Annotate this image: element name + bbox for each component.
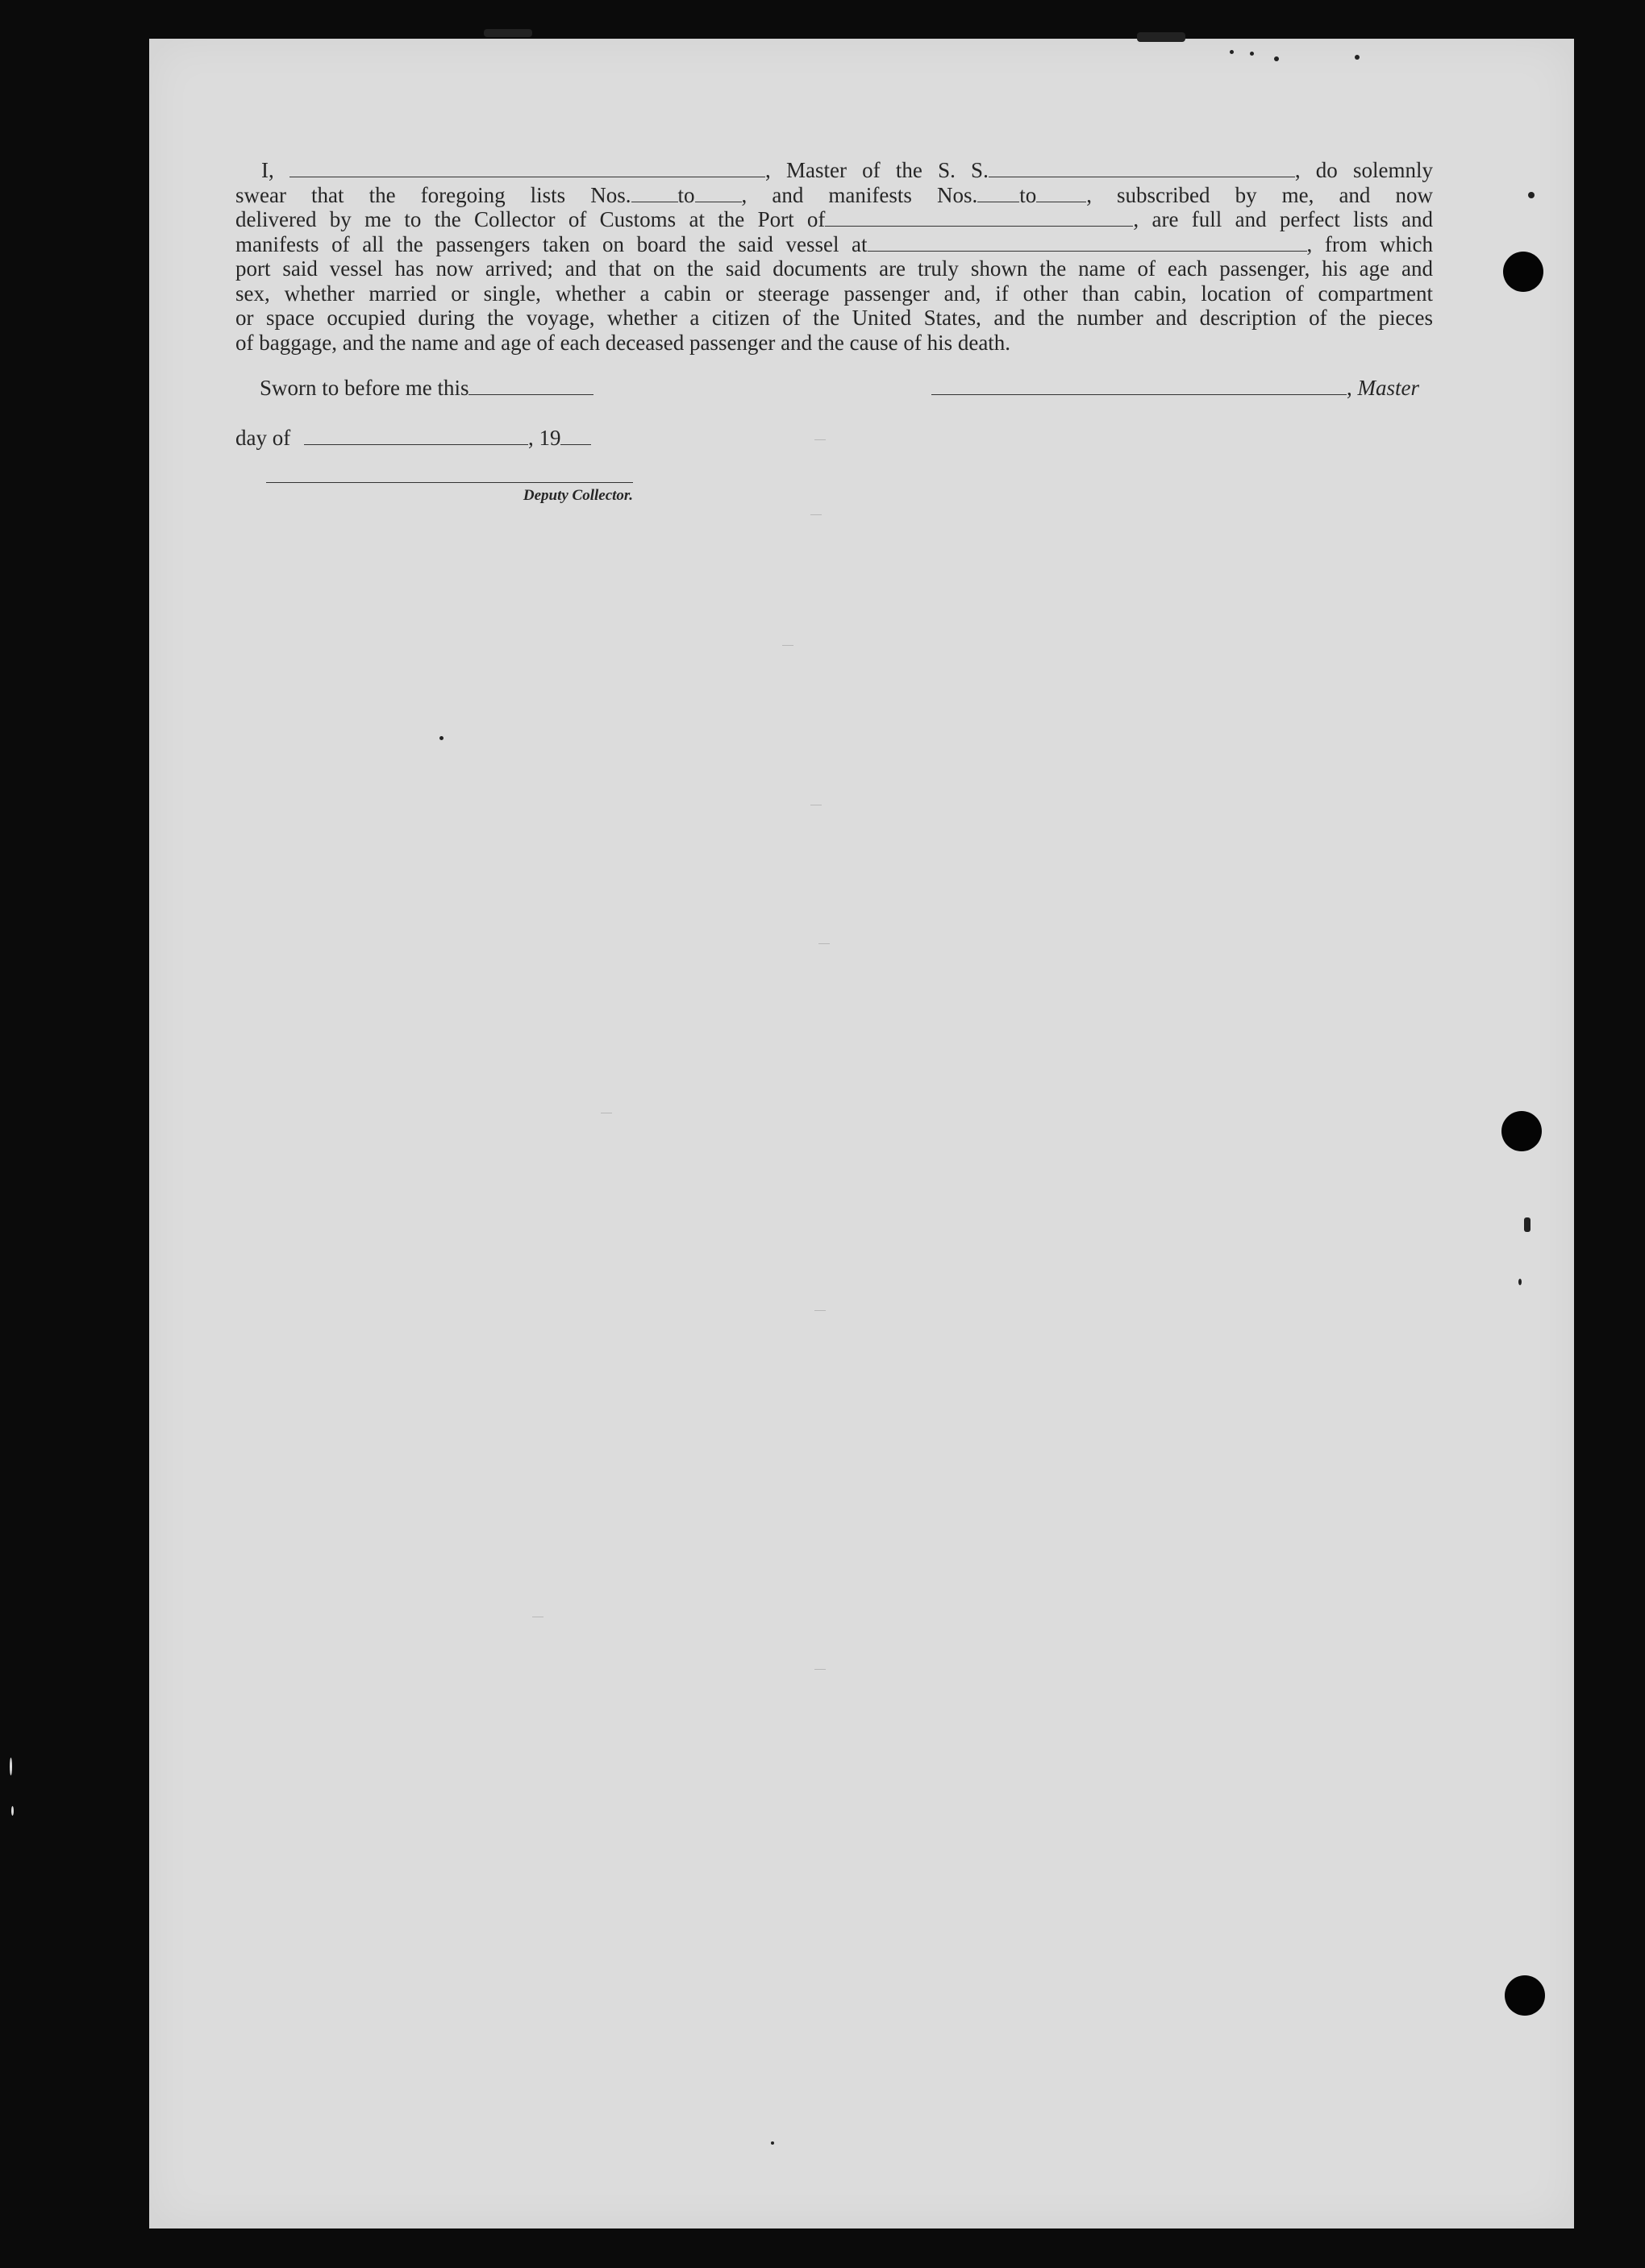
oath-line-5: port said vessel has now arrived; and that on the said documents are truly shown the name of each passenger, his age and [235, 256, 1433, 281]
year-blank[interactable] [560, 428, 591, 445]
punch-hole-middle [1501, 1111, 1542, 1151]
master-label: Master [1357, 376, 1419, 400]
oath-and-manifests: , and manifests Nos. [741, 182, 978, 207]
oath-solemnly: , do solemnly [1294, 158, 1434, 182]
day-of-label: day of [235, 426, 291, 450]
oath-manifests-all: manifests of all the passengers taken on board the said vessel at [235, 231, 868, 256]
port-blank[interactable] [825, 210, 1133, 227]
sworn-row [260, 376, 593, 401]
oath-line-7: or space occupied during the voyage, whether a citizen of the United States, and the number and description of the pieces [235, 306, 1433, 330]
master-comma: , [1347, 376, 1352, 400]
master-signature-row [931, 376, 1419, 401]
oath-to-2: to [1019, 182, 1037, 207]
oath-line-1 [235, 158, 1433, 183]
oath-line-3 [235, 207, 1433, 232]
oath-word-i: I, [261, 158, 274, 182]
oath-line-4 [235, 232, 1433, 257]
oath-from-which: , from which [1306, 231, 1433, 256]
lists-to-blank[interactable] [695, 185, 742, 202]
manifests-to-blank[interactable] [1036, 185, 1086, 202]
deputy-collector-signature: Deputy Collector. [266, 482, 633, 505]
scan-speck [10, 1758, 12, 1775]
master-name-blank[interactable] [289, 160, 765, 177]
oath-subscribed: , subscribed by me, and now [1086, 182, 1433, 207]
faint-mark [782, 645, 793, 646]
faint-mark [814, 1669, 826, 1670]
day-of-row [235, 426, 591, 451]
oath-master-of: , Master of the S. S. [764, 158, 989, 182]
faint-mark [818, 943, 830, 944]
oath-line-6: sex, whether married or single, whether a cabin or steerage passenger and, if other than cabin, location of compartment [235, 281, 1433, 306]
scan-speck [1137, 32, 1185, 42]
oath-swear: swear that the foregoing lists Nos. [235, 182, 631, 207]
vessel-name-blank[interactable] [989, 160, 1295, 177]
oath-to-1: to [677, 182, 695, 207]
scan-speck [1524, 1217, 1530, 1232]
oath-paragraph [235, 158, 1433, 355]
scan-speck [11, 1806, 14, 1816]
month-blank[interactable] [304, 428, 528, 445]
oath-line-8: of baggage, and the name and age of each deceased passenger and the cause of his death. [235, 330, 1011, 355]
faint-mark [814, 1310, 826, 1311]
year-prefix: , 19 [527, 426, 561, 450]
punch-hole-bottom [1505, 1975, 1545, 2016]
scan-speck [1230, 50, 1234, 54]
document-page [149, 39, 1574, 2228]
scan-speck [1274, 56, 1279, 61]
scan-speck [1518, 1279, 1522, 1285]
master-signature-blank[interactable] [931, 378, 1347, 395]
scan-speck [771, 2141, 774, 2145]
punch-hole-top [1503, 252, 1543, 292]
scan-speck [484, 29, 532, 37]
scan-speck [439, 736, 444, 740]
faint-mark [810, 514, 822, 515]
lists-from-blank[interactable] [631, 185, 678, 202]
scan-speck [1528, 192, 1535, 198]
oath-line-2 [235, 183, 1433, 208]
faint-mark [814, 439, 826, 440]
embarkation-port-blank[interactable] [868, 235, 1307, 252]
sworn-day-blank[interactable] [469, 378, 593, 395]
scan-speck [1250, 52, 1254, 56]
manifests-from-blank[interactable] [977, 185, 1019, 202]
oath-delivered: delivered by me to the Collector of Customs at the Port of [235, 207, 826, 231]
scan-speck [1355, 55, 1360, 60]
sworn-label: Sworn to before me this [260, 376, 469, 400]
oath-are-full: , are full and perfect lists and [1133, 207, 1433, 231]
